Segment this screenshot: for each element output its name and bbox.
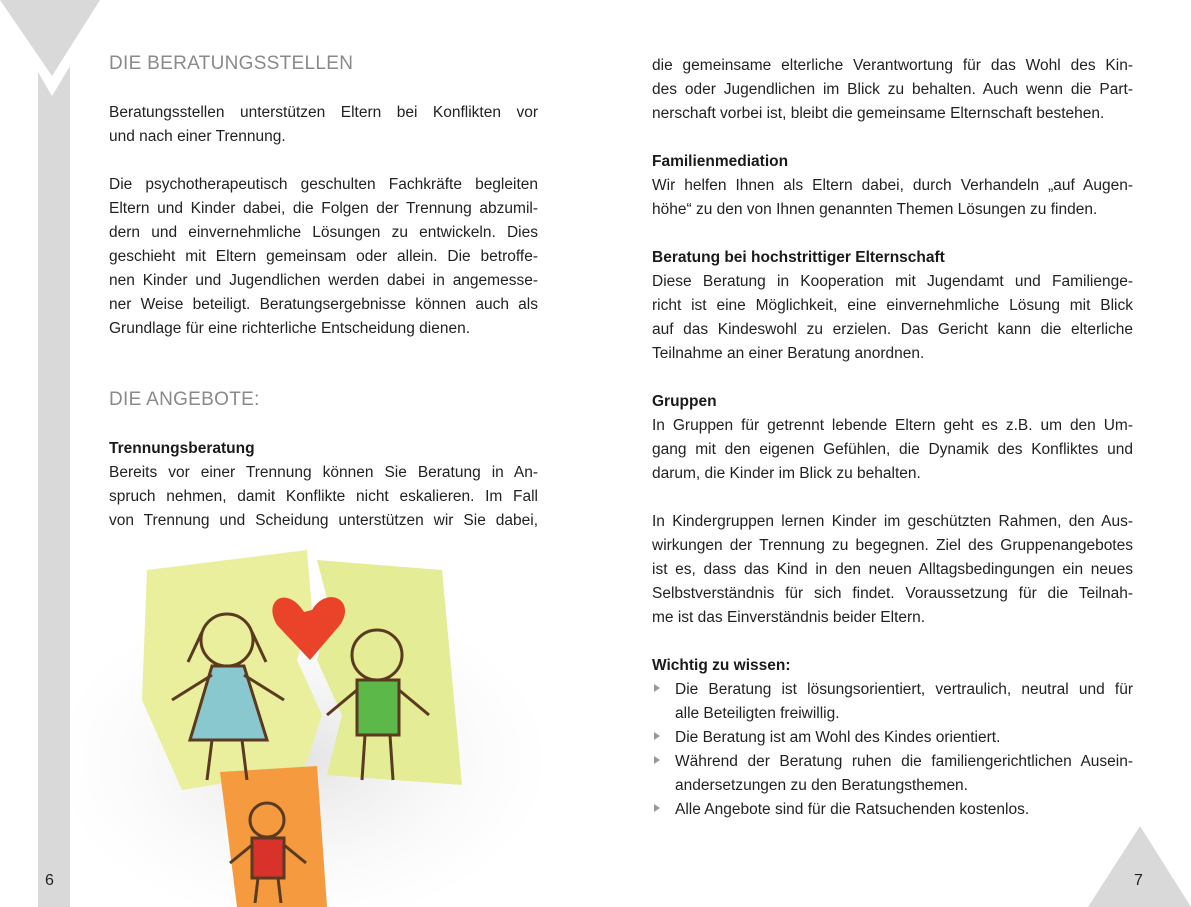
hochstrittig-paragraph	[652, 270, 1133, 366]
bullet-item	[652, 750, 1133, 798]
text-line: nerschaft vorbei ist, bleibt die gemeinsame Elternschaft bestehen.	[652, 105, 1105, 122]
bullet-item	[652, 726, 1133, 750]
subheading-trennungsberatung: Trennungsberatung	[109, 440, 255, 457]
intro-paragraph	[109, 101, 538, 149]
subheading-wichtig: Wichtig zu wissen:	[652, 657, 791, 674]
text-line: richt ist eine Möglichkeit, eine einvernehmliche Lösung mit Blick	[652, 297, 1133, 314]
text-line: Beratungsstellen unterstützen Eltern bei Konflikten vor	[109, 104, 538, 121]
text-line: dern und einvernehmliche Lösungen zu entwickeln. Dies	[109, 224, 538, 241]
text-line: ist es, dass das Kind in den neuen Alltagsbedingungen ein neues	[652, 561, 1133, 578]
fachkraefte-paragraph	[109, 173, 538, 341]
bullet-text-line: Die Beratung ist lösungsorientiert, vertraulich, neutral und für	[675, 681, 1133, 698]
text-line: Grundlage für eine richterliche Entscheidung dienen.	[109, 320, 471, 337]
heading-beratungsstellen: DIE BERATUNGSSTELLEN	[109, 53, 354, 74]
text-line: gang mit den eigenen Gefühlen, die Dynamik des Konfliktes und	[652, 441, 1133, 458]
text-line: Wir helfen Ihnen als Eltern dabei, durch Verhandeln „auf Augen-	[652, 177, 1133, 194]
text-line: me ist das Einverständnis beider Eltern.	[652, 609, 926, 626]
bullet-text-line: andersetzungen zu den Beratungsthemen.	[675, 777, 968, 794]
text-line: die gemeinsame elterliche Verantwortung für das Wohl des Kin-	[652, 57, 1133, 74]
familienmediation-paragraph	[652, 174, 1133, 222]
subheading-hochstrittig: Beratung bei hochstrittiger Elternschaft	[652, 249, 945, 266]
text-line: In Gruppen für getrennt lebende Eltern geht es z.B. um den Um-	[652, 417, 1133, 434]
bullet-text-line: Alle Angebote sind für die Ratsuchenden kostenlos.	[675, 801, 1030, 818]
triangle-bullet-icon	[654, 756, 660, 764]
text-line: spruch nehmen, damit Konflikte nicht eskalieren. Im Fall	[109, 488, 538, 505]
bullet-item	[652, 678, 1133, 726]
torn-sticky-notes-illustration	[72, 540, 592, 907]
bullet-text-line: Die Beratung ist am Wohl des Kindes orientiert.	[675, 729, 1001, 746]
subheading-gruppen: Gruppen	[652, 393, 717, 410]
text-line: auf das Kindeswohl zu erzielen. Das Gericht kann die elterliche	[652, 321, 1133, 338]
text-line: des oder Jugendlichen im Blick zu behalten. Auch wenn die Part-	[652, 81, 1133, 98]
text-line: Teilnahme an einer Beratung anordnen.	[652, 345, 925, 362]
page-number-right: 7	[1134, 872, 1143, 889]
page-number-left: 6	[45, 872, 54, 889]
heading-angebote: DIE ANGEBOTE:	[109, 389, 260, 410]
text-line: Bereits vor einer Trennung können Sie Beratung in An-	[109, 464, 538, 481]
bullet-item	[652, 798, 1133, 822]
continued-paragraph	[652, 54, 1133, 126]
text-line: In Kindergruppen lernen Kinder im geschützten Rahmen, den Aus-	[652, 513, 1133, 530]
decorative-triangle	[1088, 824, 1191, 907]
subheading-familienmediation: Familienmediation	[652, 153, 789, 170]
bullet-text-line: alle Beteiligten freiwillig.	[675, 705, 840, 722]
text-line: höhe“ zu den von Ihnen genannten Themen Lösungen zu finden.	[652, 201, 1098, 218]
text-line: Selbstverständnis für sich findet. Voraussetzung für die Teilnah-	[652, 585, 1133, 602]
trennungsberatung-paragraph	[109, 461, 538, 533]
text-line: darum, die Kinder im Blick zu behalten.	[652, 465, 921, 482]
triangle-bullet-icon	[654, 684, 660, 692]
kindergruppen-paragraph	[652, 510, 1133, 630]
text-line: wirkungen der Trennung zu begegnen. Ziel des Gruppenangebotes	[652, 537, 1133, 554]
text-line: geschieht mit Eltern gemeinsam oder allein. Die betroffe-	[109, 248, 538, 265]
left-page-column	[109, 52, 538, 533]
triangle-bullet-icon	[654, 732, 660, 740]
text-line: Diese Beratung in Kooperation mit Jugendamt und Familienge-	[652, 273, 1133, 290]
wichtig-bullet-list	[652, 678, 1133, 822]
text-line: Eltern und Kinder dabei, die Folgen der Trennung abzumil-	[109, 200, 538, 217]
triangle-bullet-icon	[654, 804, 660, 812]
text-line: nen Kinder und Jugendlichen werden dabei in angemesse-	[109, 272, 538, 289]
bullet-text-line: Während der Beratung ruhen die familiengerichtlichen Ausein-	[675, 753, 1133, 770]
gruppen-paragraph	[652, 414, 1133, 486]
text-line: und nach einer Trennung.	[109, 128, 286, 145]
right-page-column	[652, 54, 1133, 822]
text-line: ner Weise beteiligt. Beratungsergebnisse können auch als	[109, 296, 538, 313]
text-line: von Trennung und Scheidung unterstützen wir Sie dabei,	[109, 512, 538, 529]
text-line: Die psychotherapeutisch geschulten Fachkräfte begleiten	[109, 176, 538, 193]
